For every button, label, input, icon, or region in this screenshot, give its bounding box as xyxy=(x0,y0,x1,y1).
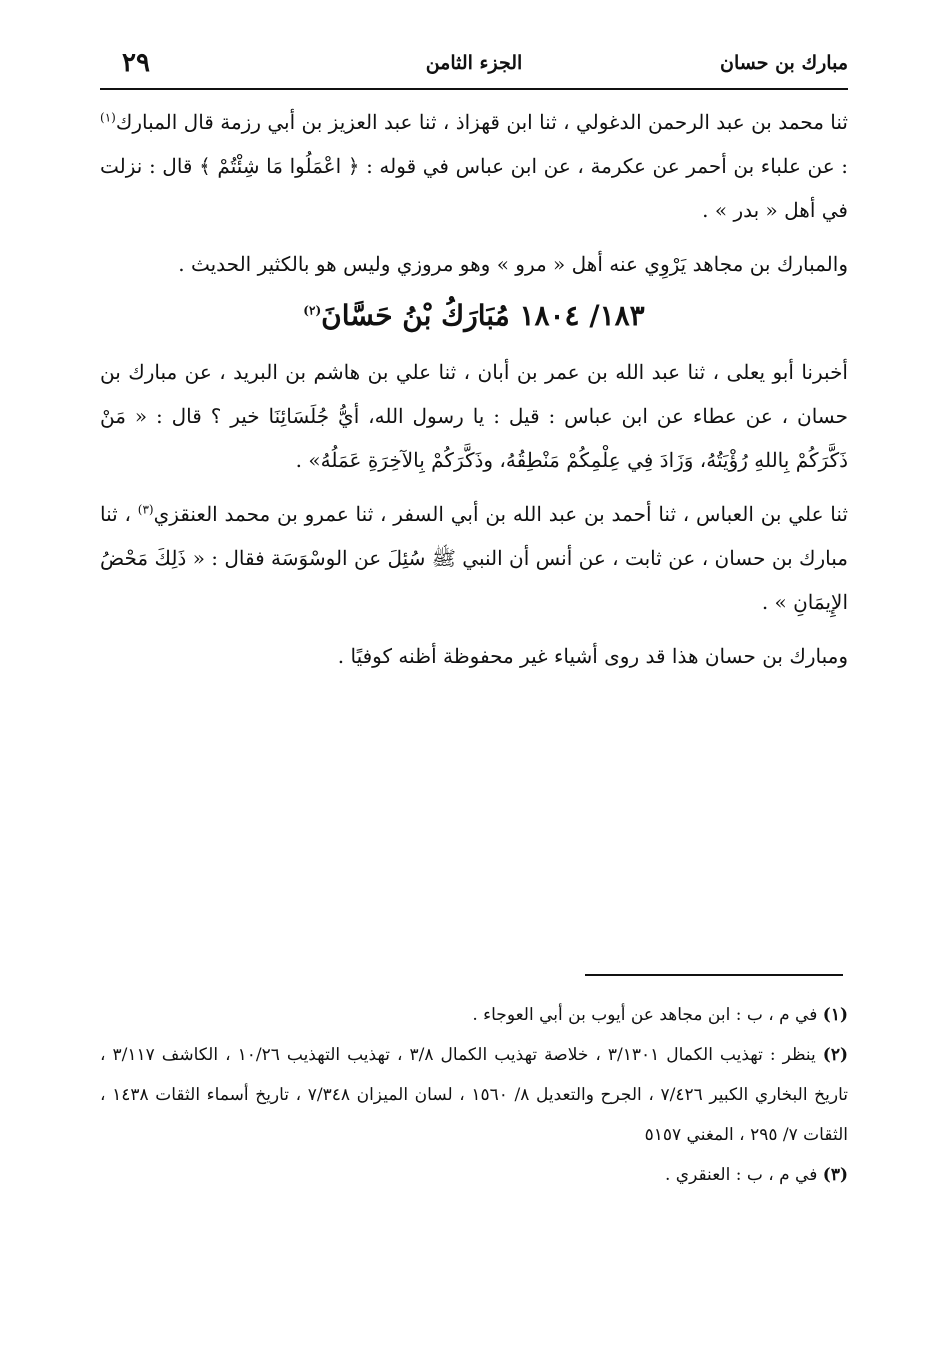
footnote: (١) في م ، ب : ابن مجاهد عن أيوب بن أبي العوجاء . xyxy=(472,1005,848,1025)
footnote-rule xyxy=(585,974,843,976)
running-title: مبارك بن حسان xyxy=(720,52,848,74)
footnote: (٢) ينظر : تهذيب الكمال ٣/١٣٠١ ، خلاصة تهذيب الكمال ٣/٨ ، تهذيب التهذيب ١٠/٢٦ ، الكاشف ٣/١١٧ ، تاريخ البخاري الكبير ٧/٤٢٦ ، الجرح والتعديل ٨/ ١٥٦٠ ، لسان الميزان ٧/٣٤٨ ، تاريخ أسماء الثقات ١٤٣٨ ، الثقات ٧/ ٢٩٥ ، المغني ٥١٥٧ xyxy=(100,1045,849,1145)
footnote-number: (٢) xyxy=(822,1045,849,1065)
paragraph: والمبارك بن مجاهد يَرْوِي عنه أهل « مرو » وهو مروزي وليس هو بالكثير الحديث . xyxy=(178,252,848,276)
footnotes xyxy=(100,995,848,1195)
footnote-ref: (٢) xyxy=(303,303,322,318)
main-text xyxy=(100,100,848,688)
page-number: ٢٩ xyxy=(122,48,150,78)
footnote-ref: (٣) xyxy=(137,502,154,517)
footnote-number: (١) xyxy=(822,1005,848,1025)
paragraph: ثنا علي بن العباس ، ثنا أحمد بن عبد الله بن أبي السفر ، ثنا عمرو بن محمد العنقزي$^{(٣)}$ ، ثنا مبارك بن حسان ، عن ثابت ، عن أنس أن النبي ﷺ سُئِلَ عن الوسْوَسَة فقال : « ذَلِكَ مَحْضُ الإِيمَانِ » . xyxy=(100,502,849,614)
page-header xyxy=(100,48,848,84)
paragraph: أخبرنا أبو يعلى ، ثنا عبد الله بن عمر بن أبان ، ثنا علي بن هاشم بن البريد ، عن مبارك بن حسان ، عن عطاء عن ابن عباس : قيل : يا رسول الله، أيُّ جُلَسَائِنَا خير ؟ قال : « مَنْ ذَكَّرَكُمْ بِاللهِ رُؤْيَتُهُ، وَزَادَ فِي عِلْمِكُمْ مَنْطِقُهُ، وذَكَّرَكُمْ بِالآخِرَةِ عَمَلُهُ» . xyxy=(100,360,848,472)
paragraph: ثنا محمد بن عبد الرحمن الدغولي ، ثنا ابن قهزاذ ، ثنا عبد العزيز بن أبي رزمة قال المبارك$^{(١)}$ : عن علباء بن أحمر عن عكرمة ، عن ابن عباس في قوله : ﴿ اعْمَلُوا مَا شِئْتُمْ ﴾ قال : نزلت في أهل « بدر » . xyxy=(100,110,848,222)
paragraph: ومبارك بن حسان هذا قد روى أشياء غير محفوظة أظنه كوفيًا . xyxy=(337,644,848,668)
entry-heading: ١٨٣/ ١٨٠٤ مُبَارَكُ بْنُ حَسَّانَ$^{(٢)}$ xyxy=(303,299,645,332)
footnote-number: (٣) xyxy=(822,1165,848,1185)
header-rule xyxy=(100,88,848,90)
footnote-ref: (١) xyxy=(100,110,116,125)
volume-title: الجزء الثامن xyxy=(425,52,523,74)
footnote: (٣) في م ، ب : العنقري . xyxy=(664,1165,848,1185)
